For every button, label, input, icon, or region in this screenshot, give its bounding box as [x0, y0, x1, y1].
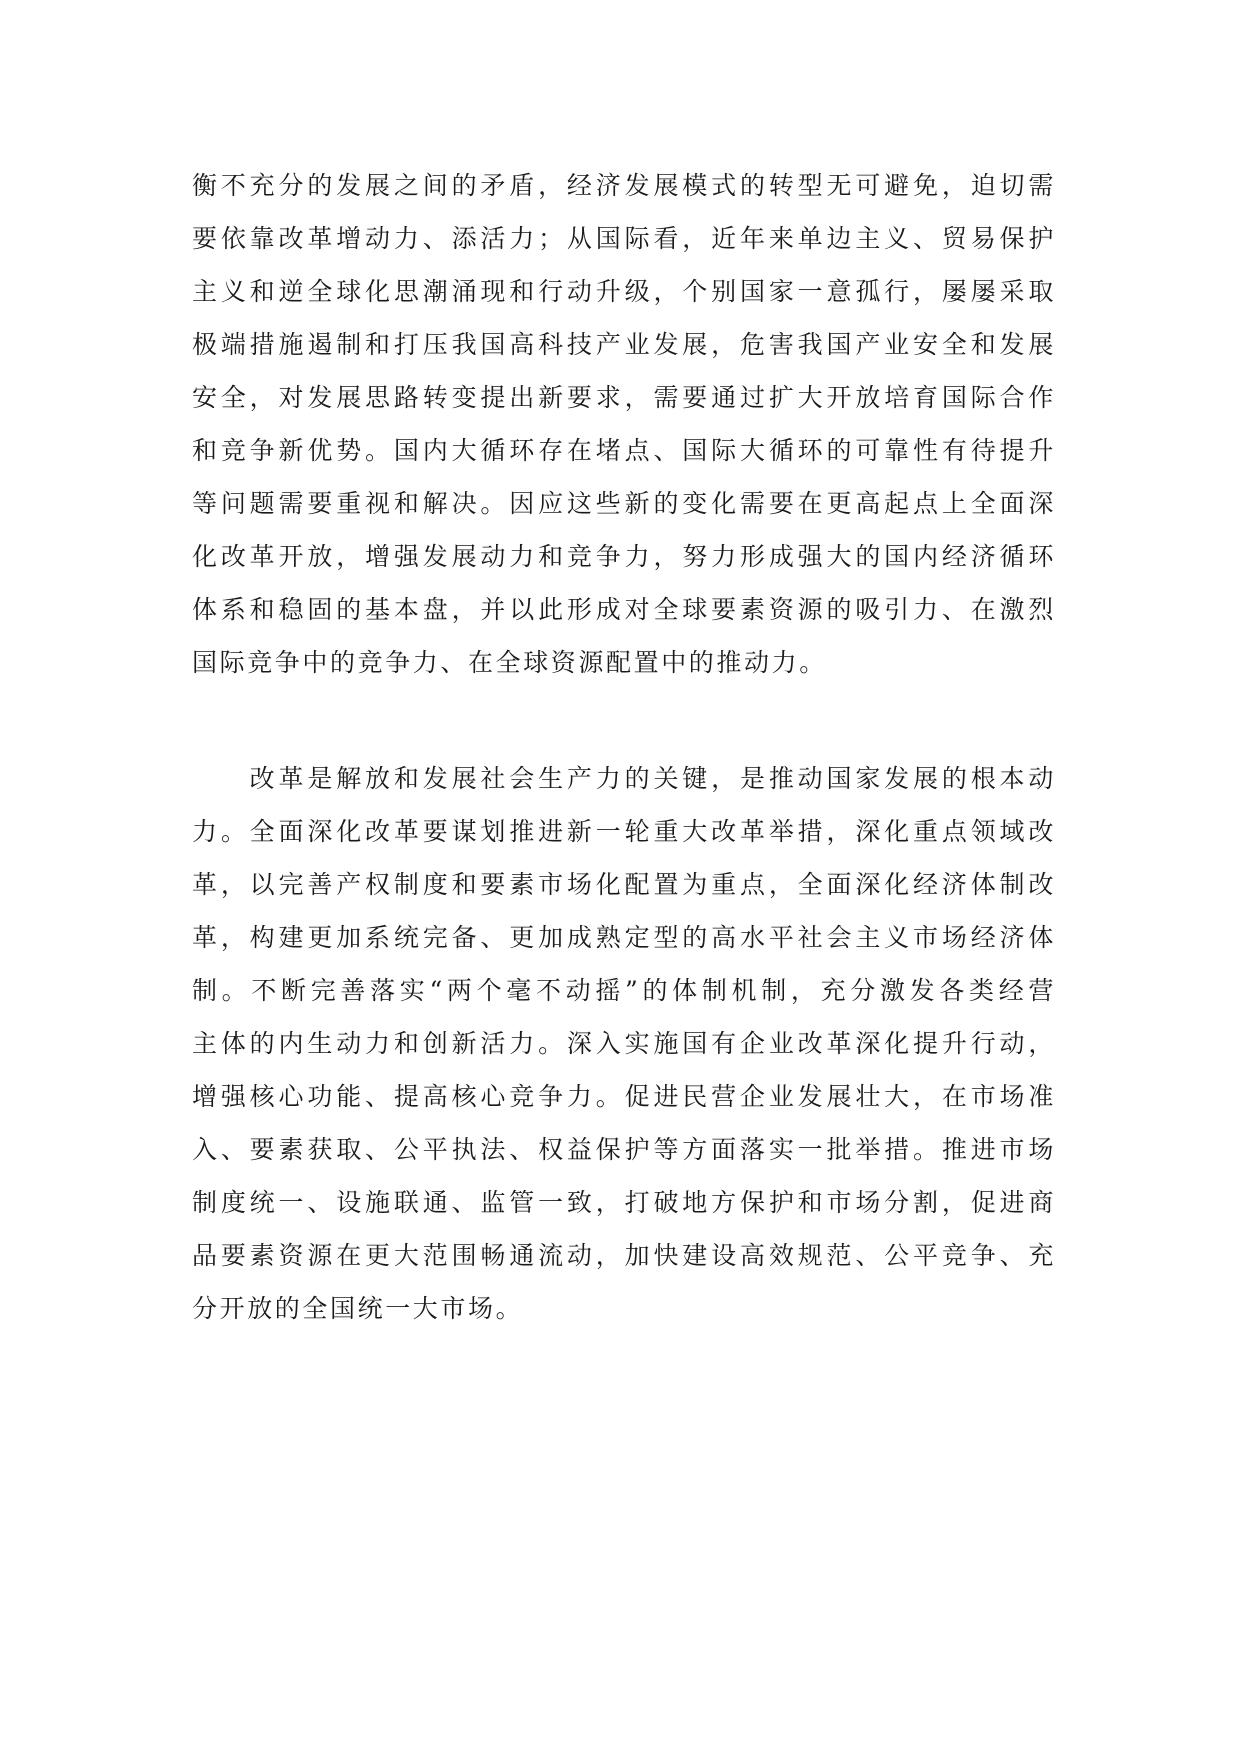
paragraph-line: 化改革开放，增强发展动力和竞争力，努力形成强大的国内经济循环 — [192, 542, 1056, 571]
paragraph-2 — [192, 752, 1056, 1335]
paragraph-line: 体系和稳固的基本盘，并以此形成对全球要素资源的吸引力、在激烈 — [192, 595, 1056, 624]
paragraph-line: 力。全面深化改革要谋划推进新一轮重大改革举措，深化重点领域改 — [192, 817, 1056, 846]
paragraph-line: 革，构建更加系统完备、更加成熟定型的高水平社会主义市场经济体 — [192, 923, 1056, 952]
paragraph-line: 入、要素获取、公平执法、权益保护等方面落实一批举措。推进市场 — [192, 1135, 1056, 1164]
paragraph-line: 分开放的全国统一大市场。 — [192, 1294, 524, 1323]
paragraph-1 — [192, 159, 1056, 689]
paragraph-line: 增强核心功能、提高核心竞争力。促进民营企业发展壮大，在市场准 — [192, 1082, 1056, 1111]
paragraph-line: 等问题需要重视和解决。因应这些新的变化需要在更高起点上全面深 — [192, 489, 1056, 518]
paragraph-line: 改革是解放和发展社会生产力的关键，是推动国家发展的根本动 — [192, 764, 1056, 793]
paragraph-line: 要依靠改革增动力、添活力；从国际看，近年来单边主义、贸易保护 — [192, 224, 1056, 253]
paragraph-line: 品要素资源在更大范围畅通流动，加快建设高效规范、公平竞争、充 — [192, 1241, 1056, 1270]
paragraph-line: 制。不断完善落实“两个毫不动摇”的体制机制，充分激发各类经营 — [192, 976, 1056, 1005]
paragraph-line: 国际竞争中的竞争力、在全球资源配置中的推动力。 — [192, 648, 827, 677]
paragraph-line: 主义和逆全球化思潮涌现和行动升级，个别国家一意孤行，屡屡采取 — [192, 277, 1056, 306]
paragraph-line: 制度统一、设施联通、监管一致，打破地方保护和市场分割，促进商 — [192, 1188, 1056, 1217]
paragraph-line: 安全，对发展思路转变提出新要求，需要通过扩大开放培育国际合作 — [192, 383, 1056, 412]
paragraph-line: 极端措施遏制和打压我国高科技产业发展，危害我国产业安全和发展 — [192, 330, 1056, 359]
paragraph-line: 和竞争新优势。国内大循环存在堵点、国际大循环的可靠性有待提升 — [192, 436, 1056, 465]
paragraph-line: 革，以完善产权制度和要素市场化配置为重点，全面深化经济体制改 — [192, 870, 1056, 899]
paragraph-line: 衡不充分的发展之间的矛盾，经济发展模式的转型无可避免，迫切需 — [192, 171, 1056, 200]
paragraph-line: 主体的内生动力和创新活力。深入实施国有企业改革深化提升行动， — [192, 1029, 1056, 1058]
